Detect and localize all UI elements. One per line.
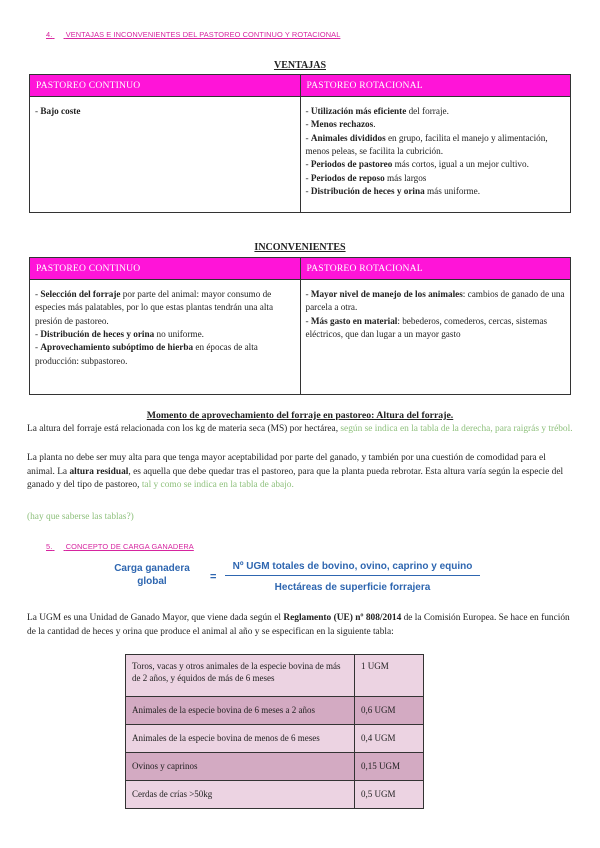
ventajas-rotacional-item-term: Menos rechazos: [310, 119, 374, 130]
ugm-animal-cell: Toros, vacas y otros animales de la especie bovina de más de 2 años, y équidos de más de 6 meses: [126, 655, 355, 697]
ventajas-rotacional-item-text: más cortos, igual a un mejor cultivo.: [392, 159, 529, 170]
ventajas-rotacional-item: - Periodos de pastoreo más cortos, igual a un mejor cultivo.: [305, 159, 529, 170]
ugm-table-row: [126, 655, 424, 697]
inconvenientes-rotacional-cell: [300, 280, 571, 395]
section-5-heading: [46, 542, 194, 553]
ventajas-rotacional-item-term: Periodos de reposo: [310, 172, 385, 183]
momento-p2-green: tal y como se indica en la tabla de abajo.: [141, 480, 294, 491]
ugm-table: [125, 654, 424, 809]
formula-left-line-1: Carga ganadera: [114, 563, 190, 574]
ugm-value-cell: 0,4 UGM: [355, 725, 424, 753]
inconvenientes-rotacional-item: - Más gasto en material: bebederos, comederos, cercas, sistemas eléctricos, que dan lugar a un mayor gasto: [305, 315, 548, 340]
inconvenientes-continuo-item-text: en épocas de alta producción: subpastoreo.: [35, 342, 258, 366]
ugm-table-row: [126, 753, 424, 781]
section-4-title: VENTAJAS E INCONVENIENTES DEL PASTOREO CONTINUO Y ROTACIONAL: [65, 30, 341, 39]
ugm-animal-cell: Animales de la especie bovina de 6 meses a 2 años: [126, 697, 355, 725]
ventajas-continuo-item: - Bajo coste: [35, 106, 81, 116]
momento-paragraph-2: [27, 452, 575, 493]
formula-equals: =: [210, 571, 217, 583]
ventajas-rotacional-item-term: Utilización más eficiente: [310, 106, 407, 116]
ventajas-rotacional-item-term: Animales divididos: [310, 132, 386, 143]
momento-p1-text: La altura del forraje está relacionada con los kg de materia seca (MS) por hectárea,: [27, 424, 341, 434]
inconvenientes-continuo-item-term: Selección del forraje: [40, 289, 121, 299]
ugm-animal-cell: Ovinos y caprinos: [126, 753, 355, 781]
section-5-title: CONCEPTO DE CARGA GANADERA: [65, 542, 194, 551]
ventajas-table: [29, 74, 571, 213]
tables-note: (hay que saberse las tablas?): [27, 512, 134, 522]
ventajas-header-rotacional: PASTOREO ROTACIONAL: [300, 75, 571, 97]
ugm-paragraph: [27, 612, 575, 639]
inconvenientes-continuo-item-text: por parte del animal: mayor consumo de especies más palatables, por lo que estas plantas tendrán una alta presión de pastoreo.: [35, 289, 274, 326]
ventajas-rotacional-item-text: .: [373, 119, 376, 130]
inconvenientes-continuo-item: - Aprovechamiento subóptimo de hierba en épocas de alta producción: subpastoreo.: [35, 342, 258, 366]
ugm-value-cell: 0,5 UGM: [355, 781, 424, 809]
altura-residual-term: altura residual: [69, 466, 129, 477]
inconvenientes-continuo-item-term: Distribución de heces y orina: [40, 329, 155, 340]
section-4-heading: [46, 30, 340, 41]
ventajas-rotacional-item-term: Distribución de heces y orina: [310, 186, 425, 197]
ventajas-rotacional-item: - Utilización más eficiente del forraje.: [305, 106, 449, 116]
inconvenientes-continuo-item-text: no uniforme.: [154, 329, 204, 340]
inconvenientes-rotacional-item-text: : bebederos, comederos, cercas, sistemas eléctricos, que dan lugar a un mayor gasto: [305, 315, 548, 340]
inconvenientes-continuo-cell: [30, 280, 301, 395]
ventajas-continuo-item-term: Bajo coste: [40, 106, 81, 116]
section-4-number: 4.: [46, 30, 53, 39]
reglamento-reference: Reglamento (UE) nº 808/2014: [283, 613, 402, 623]
ugm-animal-cell: Animales de la especie bovina de menos de 6 meses: [126, 725, 355, 753]
inconvenientes-rotacional-item-text: : cambios de ganado de una parcela a otra.: [305, 289, 565, 313]
momento-paragraph-1: [27, 423, 575, 437]
inconvenientes-title: INCONVENIENTES: [254, 242, 346, 253]
section-5-number: 5.: [46, 542, 53, 551]
ventajas-rotacional-item: - Distribución de heces y orina más uniforme.: [305, 186, 481, 197]
ugm-table-row: [126, 725, 424, 753]
ventajas-rotacional-item: - Periodos de reposo más largos: [305, 172, 427, 183]
formula-denominator: Hectáreas de superficie forrajera: [274, 582, 431, 593]
ventajas-rotacional-item: - Animales divididos en grupo, facilita el manejo y alimentación, menos peleas, se facilita la cubrición.: [305, 132, 548, 157]
inconvenientes-rotacional-item-term: Más gasto en material: [310, 315, 398, 326]
inconvenientes-table: [29, 257, 571, 395]
formula-left-line-2: global: [137, 575, 167, 587]
ventajas-title: VENTAJAS: [273, 60, 327, 71]
ventajas-continuo-cell: [30, 97, 301, 213]
formula-fraction-bar: [225, 575, 480, 576]
inconvenientes-continuo-item: - Distribución de heces y orina no uniforme.: [35, 329, 204, 340]
formula-numerator: Nº UGM totales de bovino, ovino, caprino y equino: [232, 561, 473, 572]
ventajas-rotacional-item-text: más largos: [384, 172, 427, 183]
momento-p2-text-b: , es aquella que debe quedar tras el pastoreo, para que la planta pueda rebrotar. Esta altura varía según la especie del ganado y del tipo de pastoreo,: [27, 466, 564, 491]
ventajas-rotacional-cell: [300, 97, 571, 213]
ventajas-rotacional-item: - Menos rechazos.: [305, 119, 376, 130]
momento-title: Momento de aprovechamiento del forraje en pastoreo: Altura del forraje.: [146, 410, 454, 421]
momento-p1-green: según se indica en la tabla de la derecha, para raigrás y trébol.: [340, 424, 573, 434]
inconvenientes-header-continuo: PASTOREO CONTINUO: [30, 258, 301, 280]
ugm-p-text-b: de la Comisión Europea. Se hace en función de la cantidad de heces y orina que produce el animal al año y se especifican en la siguiente tabla:: [27, 613, 570, 637]
inconvenientes-continuo-item: - Selección del forraje por parte del animal: mayor consumo de especies más palatables, por lo que estas plantas tendrán una alta presión de pastoreo.: [35, 289, 274, 326]
inconvenientes-rotacional-item: - Mayor nivel de manejo de los animales: cambios de ganado de una parcela a otra.: [305, 289, 565, 313]
ventajas-rotacional-item-text: del forraje.: [406, 106, 449, 116]
ugm-value-cell: 0,15 UGM: [355, 753, 424, 781]
ugm-p-text-a: La UGM es una Unidad de Ganado Mayor, que viene dada según el: [27, 613, 284, 623]
ugm-table-row: [126, 697, 424, 725]
ventajas-rotacional-item-term: Periodos de pastoreo: [310, 159, 393, 170]
carga-ganadera-formula: [112, 560, 482, 600]
ventajas-rotacional-item-text: en grupo, facilita el manejo y alimentación, menos peleas, se facilita la cubrición.: [305, 132, 548, 157]
ugm-value-cell: 0,6 UGM: [355, 697, 424, 725]
inconvenientes-header-rotacional: PASTOREO ROTACIONAL: [300, 258, 571, 280]
momento-p2-text-a: La planta no debe ser muy alta para que tenga mayor aceptabilidad por parte del ganado, y también por una cuestión de comodidad para el animal. La: [27, 453, 546, 477]
inconvenientes-continuo-item-term: Aprovechamiento subóptimo de hierba: [40, 342, 194, 353]
ugm-value-cell: 1 UGM: [355, 655, 424, 697]
ventajas-rotacional-item-text: más uniforme.: [424, 186, 481, 197]
inconvenientes-rotacional-item-term: Mayor nivel de manejo de los animales: [310, 289, 463, 299]
ugm-animal-cell: Cerdas de crías >50kg: [126, 781, 355, 809]
ugm-table-row: [126, 781, 424, 809]
ventajas-header-continuo: PASTOREO CONTINUO: [30, 75, 301, 97]
